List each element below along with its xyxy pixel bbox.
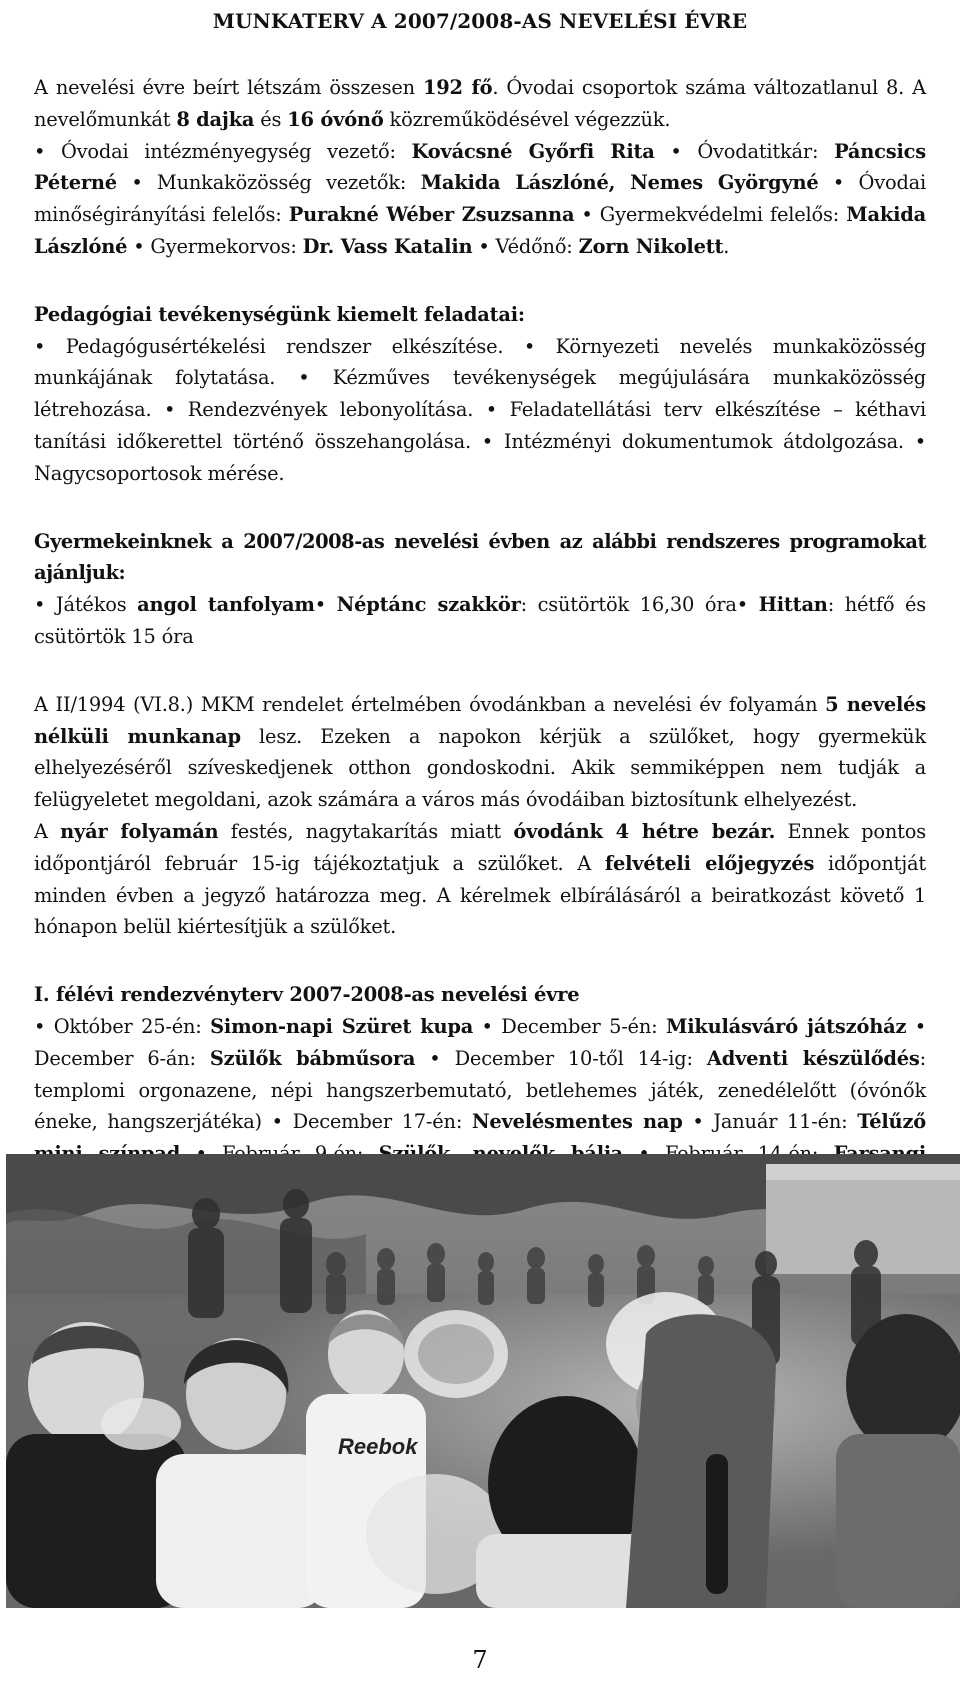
staff-label-secretary: • Óvodatitkár: bbox=[654, 139, 835, 163]
programs-text-2: • bbox=[314, 593, 337, 617]
shirt-logo: Reebok bbox=[338, 1434, 418, 1459]
intro-headcount: 192 fő bbox=[422, 76, 493, 99]
summer-enrollment: felvételi előjegyzés bbox=[604, 851, 815, 875]
staff-name-nurse: Zorn Nikolett bbox=[578, 234, 724, 258]
summer-text-2: festés, nagytakarítás miatt bbox=[218, 819, 514, 843]
staff-end: . bbox=[723, 234, 730, 258]
closures-days: 5 nevelés nélküli munkanap bbox=[34, 692, 926, 748]
events-text-3: • December 6-án: bbox=[34, 1014, 927, 1070]
tasks-paragraph: • Pedagógusértékelési rendszer elkészítése. • Környezeti nevelés munkaközösség munkájának folytatása. • Kézműves tevékenységek megújulására munkaközösség létrehozása. • Rendezvények lebonyolítása. • Feladatellátási terv elkészítése – kéthavi tanítási időkerettel történő összehangolása. • Intézményi dokumentumok átdolgozása. • Nagycsoportosok mérése. bbox=[34, 334, 926, 485]
program-english: angol tanfolyam bbox=[137, 593, 315, 617]
summer-text-4: időpontját minden évben a jegyző határozza meg. A kérelmek elbírálásáról a beiratkozást követő 1 hónapon belül kiértesítjük a szülőket. bbox=[34, 851, 926, 939]
staff-name-quality: Purakné Wéber Zsuzsanna bbox=[288, 203, 575, 227]
program-religion: Hittan bbox=[758, 593, 828, 617]
intro-paragraph bbox=[34, 72, 926, 136]
staff-name-child-protection: Makida Lászlóné bbox=[34, 203, 926, 258]
events-text-1: • Október 25-én: bbox=[34, 1014, 211, 1038]
events-text-5: : templomi orgonazene, népi hangszerbemutató, betlehemes játék, zenedélelőtt (óvónők éneke, hangszerjátéka) • December 17-én: bbox=[34, 1046, 926, 1134]
closures-paragraph bbox=[34, 689, 926, 816]
event-advent: Adventi készülődés bbox=[706, 1046, 920, 1070]
staff-paragraph bbox=[34, 136, 926, 263]
summer-text-3: Ennek pontos időpontjáról február 15-ig tájékoztatjuk a szülőket. A bbox=[34, 819, 926, 875]
photo-illustration bbox=[6, 1154, 960, 1608]
closures-section bbox=[34, 689, 926, 943]
event-puppet-show: Szülők bábműsora bbox=[209, 1046, 416, 1070]
staff-label-quality: • Óvodai minőségirányítási felelős: bbox=[34, 171, 927, 227]
event-harvest-cup: Simon-napi Szüret kupa bbox=[210, 1014, 474, 1038]
staff-label-head: • Óvodai intézményegység vezető: bbox=[34, 139, 412, 163]
staff-label-nurse: • Védőnő: bbox=[472, 234, 579, 258]
programs-text-4: : hétfő és csütörtök 15 óra bbox=[34, 593, 926, 648]
staff-label-doctor: • Gyermekorvos: bbox=[127, 234, 303, 258]
event-santa-playhouse: Mikulásváró játszóház bbox=[665, 1014, 907, 1038]
programs-section bbox=[34, 526, 926, 653]
programs-text-3: : csütörtök 16,30 óra• bbox=[520, 593, 759, 617]
children-photo bbox=[6, 1154, 960, 1608]
closures-text-2: lesz. Ezeken a napokon kérjük a szülőket, hogy gyermekük elhelyezéséről szíveskedjenek otthon gondoskodni. Akik semmiképpen nem tudják a felügyeletet megoldani, azok számára a város más óvodáiban biztosítunk elhelyezést. bbox=[34, 724, 926, 812]
events-text-4: • December 10-től 14-ig: bbox=[415, 1046, 707, 1070]
staff-label-team-leaders: • Munkaközösség vezetők: bbox=[116, 171, 421, 195]
summer-paragraph bbox=[34, 816, 926, 943]
intro-text-3: és bbox=[254, 107, 288, 131]
programs-heading: Gyermekeinknek a 2007/2008-as nevelési évben az alábbi rendszeres programokat ajánljuk: bbox=[34, 529, 926, 585]
intro-nannies: 8 dajka bbox=[176, 107, 255, 131]
programs-text-1: • Játékos bbox=[34, 593, 138, 617]
events-heading: I. félévi rendezvényterv 2007-2008-as nevelési évre bbox=[34, 983, 580, 1007]
summer-period: nyár folyamán bbox=[60, 819, 219, 843]
tasks-heading: Pedagógiai tevékenységünk kiemelt feladatai: bbox=[34, 302, 525, 326]
page-number: 7 bbox=[472, 1646, 488, 1674]
staff-name-doctor: Dr. Vass Katalin bbox=[302, 234, 473, 258]
events-text-6: • Január 11-én: bbox=[682, 1110, 858, 1134]
staff-label-child-protection: • Gyermekvédelmi felelős: bbox=[574, 203, 847, 227]
page-title: MUNKATERV A 2007/2008-AS NEVELÉSI ÉVRE bbox=[212, 9, 748, 33]
closures-text-1: A II/1994 (VI.8.) MKM rendelet értelmében óvodánkban a nevelési év folyamán bbox=[34, 692, 826, 716]
staff-name-secretary: Páncsics Péterné bbox=[34, 139, 926, 195]
intro-teachers: 16 óvónő bbox=[287, 107, 384, 131]
intro-text-2: . Óvodai csoportok száma változatlanul 8. A nevelőmunkát bbox=[34, 76, 926, 131]
staff-name-team-leaders: Makida Lászlóné, Nemes Györgyné bbox=[420, 171, 819, 195]
program-folk-dance: Néptánc szakkör bbox=[336, 593, 521, 617]
summer-closure: óvodánk 4 hétre bezár. bbox=[513, 819, 776, 843]
intro-section bbox=[34, 72, 926, 263]
summer-text-1: A bbox=[34, 819, 61, 843]
intro-text-4: közreműködésével végezzük. bbox=[383, 107, 671, 131]
programs-paragraph bbox=[34, 589, 926, 653]
intro-text-1: A nevelési évre beírt létszám összesen bbox=[34, 76, 423, 99]
event-no-teaching-day-1: Nevelésmentes nap bbox=[471, 1110, 683, 1134]
staff-name-head: Kovácsné Győrfi Rita bbox=[411, 139, 655, 163]
tasks-section bbox=[34, 299, 926, 490]
events-text-2: • December 5-én: bbox=[473, 1014, 666, 1038]
event-mini-stage: Télűző bbox=[857, 1110, 926, 1134]
